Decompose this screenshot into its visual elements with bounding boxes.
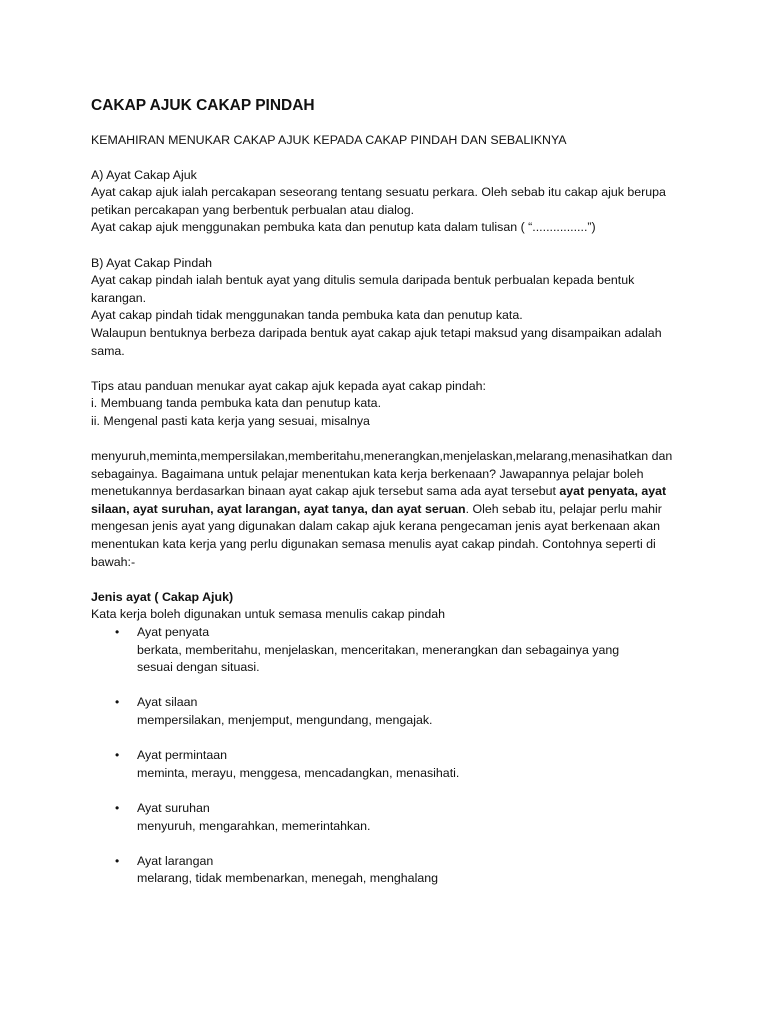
tips-section bbox=[91, 378, 691, 431]
list-item bbox=[91, 624, 691, 677]
tips-heading: Tips atau panduan menukar ayat cakap ajuk kepada ayat cakap pindah: bbox=[91, 378, 486, 393]
types-intro: Kata kerja boleh digunakan untuk semasa menulis cakap pindah bbox=[91, 607, 446, 622]
type-name: Ayat suruhan bbox=[137, 800, 210, 815]
section-a-heading: A) Ayat Cakap Ajuk bbox=[91, 167, 197, 182]
tips-item-2: ii. Mengenal pasti kata kerja yang sesuai, misalnya bbox=[91, 413, 370, 428]
type-name: Ayat permintaan bbox=[137, 748, 228, 763]
bullet-icon: • bbox=[115, 695, 120, 710]
type-verbs: menyuruh, mengarahkan, memerintahkan. bbox=[137, 818, 371, 833]
type-name: Ayat penyata bbox=[137, 625, 210, 640]
bullet-icon: • bbox=[115, 800, 120, 815]
page-subtitle: KEMAHIRAN MENUKAR CAKAP AJUK KEPADA CAKAP PINDAH DAN SEBALIKNYA bbox=[91, 133, 567, 147]
page-title: CAKAP AJUK CAKAP PINDAH bbox=[91, 97, 315, 114]
section-b-line3: Walaupun bentuknya berbeza daripada bentuk ayat cakap ajuk tetapi maksud yang disampaikan adalah sama. bbox=[91, 325, 662, 358]
section-b-heading: B) Ayat Cakap Pindah bbox=[91, 255, 213, 270]
list-item bbox=[91, 747, 691, 782]
paragraph-part-2: . Oleh sebab itu, pelajar perlu mahir mengesan jenis ayat yang digunakan dalam cakap ajuk kerana pengecaman jenis ayat berkenaan akan menentukan kata kerja yang perlu digunakan semasa menulis ayat cakap pindah. Contohnya seperti di bawah:- bbox=[91, 501, 662, 569]
section-a-line2: Ayat cakap ajuk menggunakan pembuka kata dan penutup kata dalam tulisan ( “................”) bbox=[91, 220, 596, 235]
type-verbs: berkata, memberitahu, menjelaskan, menceritakan, menerangkan dan sebagainya yang sesuai dengan situasi. bbox=[137, 642, 620, 675]
type-name: Ayat silaan bbox=[137, 695, 198, 710]
section-b-line1: Ayat cakap pindah ialah bentuk ayat yang ditulis semula daripada bentuk perbualan kepada bentuk karangan. bbox=[91, 273, 635, 305]
section-b bbox=[91, 255, 691, 361]
section-a-line1: Ayat cakap ajuk ialah percakapan seseorang tentang sesuatu perkara. Oleh sebab itu cakap ajuk berupa petikan percakapan yang berbentuk perbualan atau dialog. bbox=[91, 185, 666, 217]
document-body bbox=[91, 96, 691, 906]
types-list bbox=[91, 624, 691, 888]
list-item bbox=[91, 800, 691, 835]
paragraph-bold-types: ayat penyata, ayat silaan, ayat suruhan, ayat larangan, ayat tanya, dan ayat seruan bbox=[91, 484, 667, 516]
bullet-icon: • bbox=[115, 748, 120, 763]
bullet-icon: • bbox=[115, 853, 120, 868]
types-section bbox=[91, 589, 691, 888]
types-heading: Jenis ayat ( Cakap Ajuk) bbox=[91, 589, 234, 604]
section-b-line2: Ayat cakap pindah tidak menggunakan tanda pembuka kata dan penutup kata. bbox=[91, 308, 523, 323]
type-verbs: meminta, merayu, menggesa, mencadangkan, menasihati. bbox=[137, 765, 460, 780]
type-verbs: melarang, tidak membenarkan, menegah, menghalang bbox=[137, 871, 438, 886]
list-item bbox=[91, 694, 691, 729]
tips-item-1: i. Membuang tanda pembuka kata dan penutup kata. bbox=[91, 396, 382, 411]
type-name: Ayat larangan bbox=[137, 853, 214, 868]
section-a bbox=[91, 167, 691, 237]
explanation-paragraph bbox=[91, 448, 691, 571]
paragraph-part-1: menyuruh,meminta,mempersilakan,memberitahu,menerangkan,menjelaskan,melarang,menasihatkan dan sebagainya. Bagaimana untuk pelajar menentukan kata kerja berkenaan? Jawapannya pelajar boleh menetukannya berdasarkan binaan ayat cakap ajuk tersebut sama ada ayat tersebut bbox=[91, 449, 673, 499]
list-item bbox=[91, 853, 691, 888]
bullet-icon: • bbox=[115, 625, 120, 640]
type-verbs: mempersilakan, menjemput, mengundang, mengajak. bbox=[137, 713, 433, 727]
